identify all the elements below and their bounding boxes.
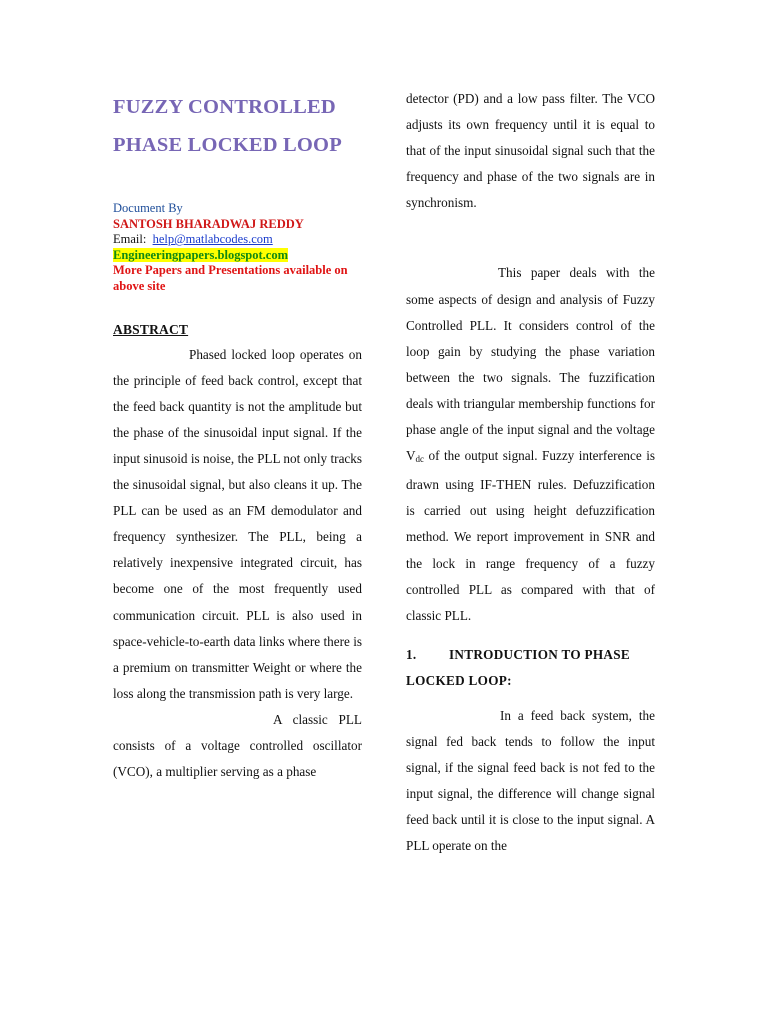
left-column (113, 88, 362, 785)
right-column (406, 86, 655, 860)
right-paragraph-3: In a feed back system, the signal fed back tends to follow the input signal, if the signal feed back is not fed to the input signal, the difference will change signal feed back until it is close to the input signal. A PLL operate on the (406, 707, 655, 854)
title-line-1: FUZZY CONTROLLED (113, 96, 336, 118)
document-by-label: Document By (113, 201, 183, 215)
abstract-paragraph-1: Phased locked loop operates on the principle of feed back control, except that the feed back quantity is not the amplitude but the phase of the sinusoidal input signal. If the input sinusoid is noise, the PLL not only tracks the sinusoidal signal, but also cleans it up. The PLL can be used as an FM demodulator and frequency synthesizer. The PLL, being a relatively inexpensive integrated circuit, has become one of the most frequently used communication circuit. PLL is also used in space-vehicle-to-earth data links where there is a premium on transmitter Weight or where the loss along the transmission path is very large. (113, 346, 362, 701)
email-link[interactable]: help@matlabcodes.com (152, 232, 273, 247)
vdc-subscript: dc (415, 454, 425, 465)
byline (113, 201, 362, 295)
paper-title (113, 88, 362, 164)
author-name: SANTOSH BHARADWAJ REDDY (113, 216, 304, 231)
abstract-paragraph-2: A classic PLL consists of a voltage controlled oscillator (VCO), a multiplier serving as a phase (113, 711, 362, 780)
paragraph-2-text-b: of the output signal. Fuzzy interference is drawn using IF-THEN rules. Defuzzification is carried out using height defuzzification method. We report improvement in SNR and the lock in range frequency of a fuzzy controlled PLL as compared with that of classic PLL. (406, 448, 655, 623)
paragraph-2-text-a: This paper deals with the some aspects of design and analysis of Fuzzy Controlled PLL. It considers control of the loop gain by studying the phase variation between the two signals. The fuzzification deals with triangular membership functions for phase angle of the input signal and the voltage V (406, 265, 655, 464)
more-papers-note: More Papers and Presentations available on above site (113, 263, 348, 293)
email-label: Email: (113, 232, 153, 247)
title-line-2: PHASE LOCKED LOOP (113, 134, 342, 156)
section-title: INTRODUCTION TO PHASE LOCKED LOOP: (406, 646, 630, 688)
email-line (113, 232, 362, 248)
blog-link[interactable]: Engineeringpapers.blogspot.com (113, 247, 289, 262)
right-paragraph-1: detector (PD) and a low pass filter. The VCO adjusts its own frequency until it is equal to that of the input sinusoidal signal such that the frequency and phase of the two signals are in synchronism. (406, 91, 655, 211)
section-heading (406, 642, 655, 694)
section-number: 1. (406, 646, 417, 662)
abstract-heading: ABSTRACT (113, 321, 189, 337)
blog-line (113, 248, 362, 264)
right-paragraph-2 (406, 260, 655, 628)
